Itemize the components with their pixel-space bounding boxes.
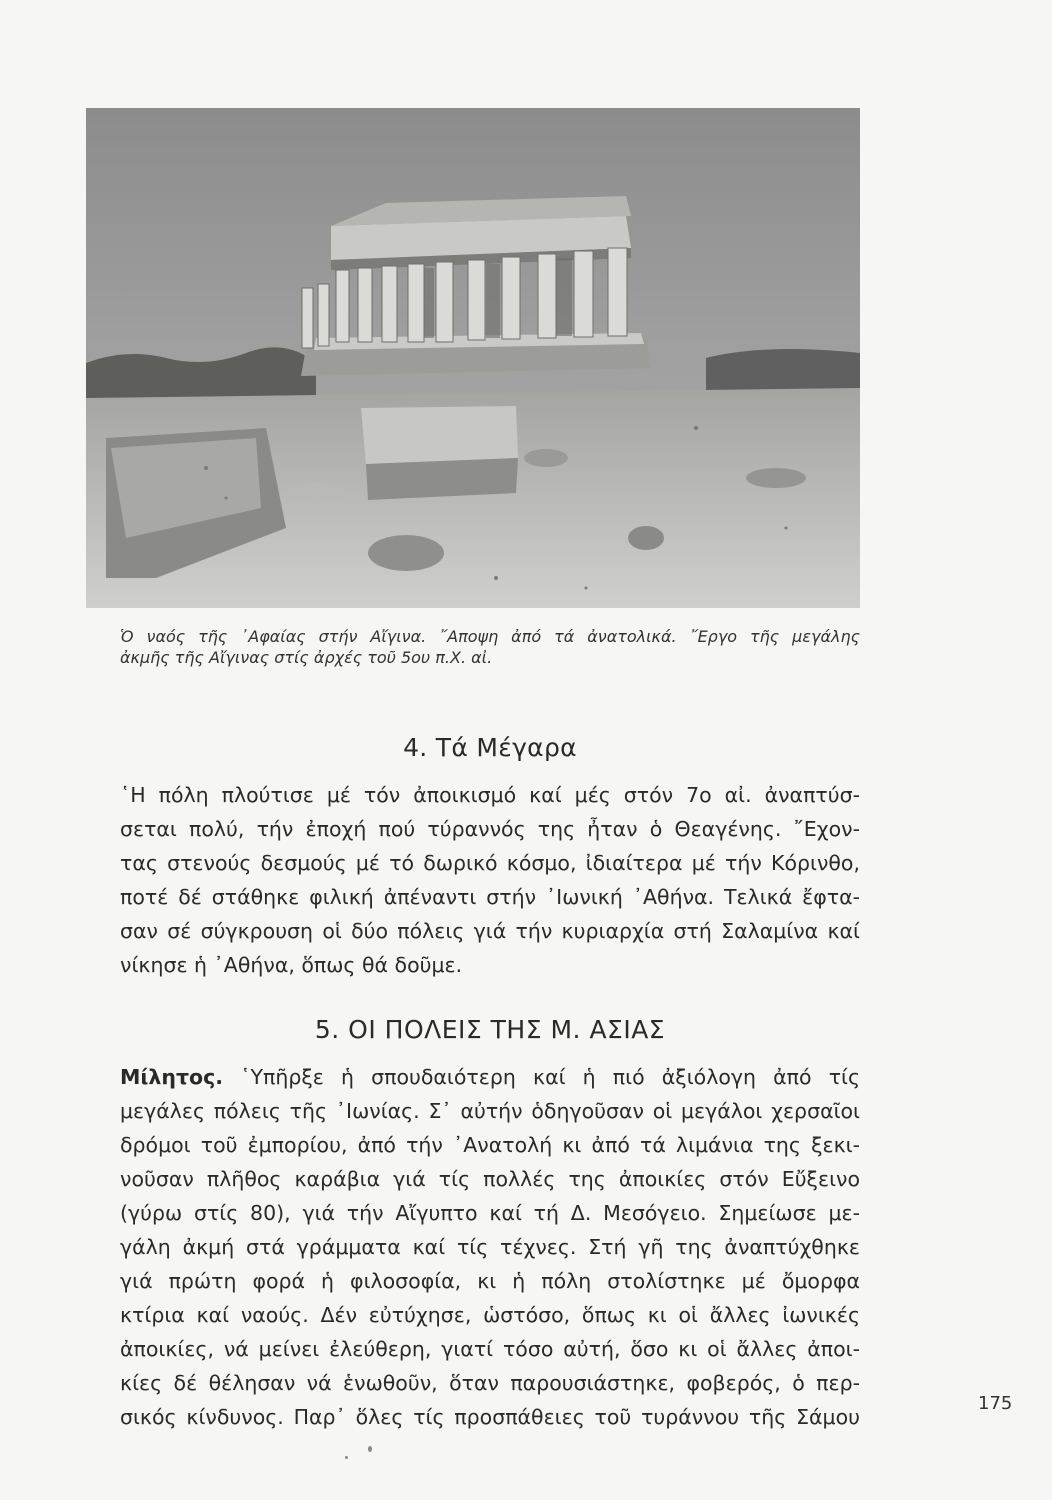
print-speck	[345, 1456, 348, 1459]
print-speck	[368, 1446, 372, 1452]
text-line: δρόμοι τοῦ ἐμπορίου, ἀπό τήν ᾿Ανατολή κι ἀπό τά λιμάνια της ξεκι-	[120, 1133, 860, 1157]
paragraph-megara	[120, 778, 860, 982]
text-line: σεται πολύ, τήν ἐποχή πού τύραννός της ἦταν ὁ Θεαγένης. ῎Εχον-	[120, 817, 860, 841]
text-line: μεγάλες πόλεις τῆς ᾿Ιωνίας. Σ᾿ αὐτήν ὁδηγοῦσαν οἱ μεγάλοι χερσαῖοι	[120, 1099, 860, 1123]
text-line: τας στενούς δεσμούς μέ τό δωρικό κόσμο, ἰδιαίτερα μέ τήν Κόρινθο,	[120, 851, 860, 875]
figure-caption	[120, 626, 860, 668]
text-line: γάλη ἀκμή στά γράμματα καί τίς τέχνες. Στή γῆ της ἀναπτύχθηκε	[120, 1235, 860, 1259]
section-heading-asia-minor: 5. ΟΙ ΠΟΛΕΙΣ ΤΗΣ Μ. ΑΣΙΑΣ	[314, 1015, 666, 1044]
text-line: ποτέ δέ στάθηκε φιλική ἀπέναντι στήν ᾿Ιωνική ᾿Αθήνα. Τελικά ἔφτα-	[120, 885, 860, 909]
paragraph-miletus	[120, 1060, 860, 1434]
text-line: νίκησε ἡ ᾿Αθήνα, ὅπως θά δοῦμε.	[120, 953, 463, 977]
text-line: κτίρια καί ναούς. Δέν εὐτύχησε, ὡστόσο, ὅπως κι οἱ ἄλλες ἰωνικές	[120, 1303, 860, 1327]
text-line: ἀποικίες, νά μείνει ἐλεύθερη, γιατί τόσο αὐτή, ὅσο κι οἱ ἄλλες ἀποι-	[120, 1337, 860, 1361]
caption-line: Ὁ ναός τῆς ᾿Αφαίας στήν Αἴγινα. ῎Αποψη ἀπό τά ἀνατολικά. ῎Εργο τῆς μεγάλης	[120, 627, 860, 646]
caption-line: ἀκμῆς τῆς Αἴγινας στίς ἀρχές τοῦ 5ου π.Χ. αἰ.	[120, 648, 493, 667]
temple-photo	[86, 108, 860, 608]
lead-term: Μίλητος.	[120, 1065, 224, 1089]
text-line: νοῦσαν πλῆθος καράβια γιά τίς πολλές της ἀποικίες στόν Εὔξεινο	[120, 1167, 860, 1191]
text-line: σαν σέ σύγκρουση οἱ δύο πόλεις γιά τήν κυριαρχία στή Σαλαμίνα καί	[120, 919, 860, 943]
text-line: γιά πρώτη φορά ἡ φιλοσοφία, κι ἡ πόλη στολίστηκε μέ ὄμορφα	[120, 1269, 860, 1293]
text-line	[120, 1060, 860, 1094]
page-number: 175	[978, 1393, 1013, 1414]
text-line: ῾Η πόλη πλούτισε μέ τόν ἀποικισμό καί μές στόν 7ο αἰ. ἀναπτύσ-	[120, 783, 860, 807]
text-fragment: ῾Υπῆρξε ἡ σπουδαιότερη καί ἡ πιό ἀξιόλογη ἀπό τίς	[223, 1065, 860, 1089]
section-heading-megara: 4. Τά Μέγαρα	[403, 733, 577, 762]
text-line: κίες δέ θέλησαν νά ἑνωθοῦν, ὅταν παρουσιάστηκε, φοβερός, ὁ περ-	[120, 1371, 860, 1395]
text-line: σικός κίνδυνος. Παρ᾿ ὅλες τίς προσπάθειες τοῦ τυράννου τῆς Σάμου	[120, 1405, 860, 1429]
text-line: (γύρω στίς 80), γιά τήν Αἴγυπτο καί τή Δ. Μεσόγειο. Σημείωσε με-	[120, 1201, 860, 1225]
